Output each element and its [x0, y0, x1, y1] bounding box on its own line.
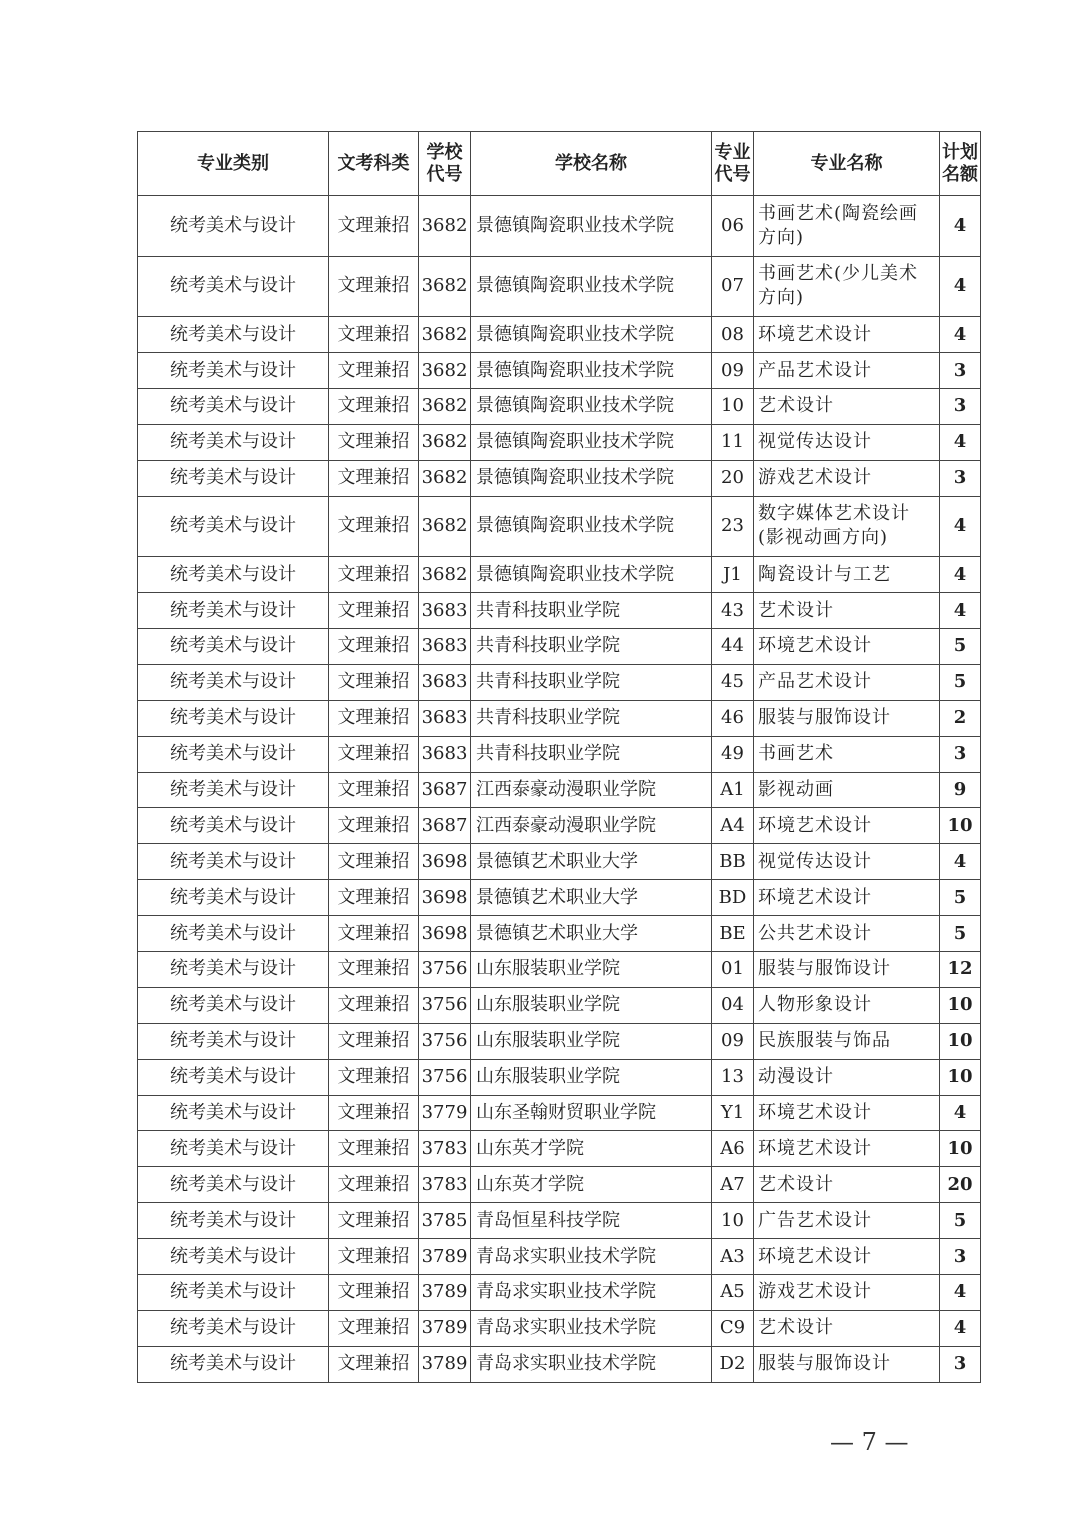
- table-row: [138, 808, 981, 844]
- cell-major-name: 广告艺术设计: [754, 1203, 940, 1239]
- cell-school-name: 山东英才学院: [471, 1131, 712, 1167]
- cell-category: 统考美术与设计: [138, 664, 329, 700]
- table-row: [138, 844, 981, 880]
- cell-school-code: 3789: [419, 1239, 471, 1275]
- cell-category: 统考美术与设计: [138, 424, 329, 460]
- cell-major-name: 环境艺术设计: [754, 1095, 940, 1131]
- table-row: [138, 196, 981, 257]
- cell-exam-type: 文理兼招: [329, 256, 419, 317]
- cell-exam-type: 文理兼招: [329, 1059, 419, 1095]
- cell-major-name: 视觉传达设计: [754, 844, 940, 880]
- cell-major-code: 23: [712, 496, 754, 557]
- cell-category: 统考美术与设计: [138, 808, 329, 844]
- cell-category: 统考美术与设计: [138, 557, 329, 593]
- table-row: [138, 1310, 981, 1346]
- cell-exam-type: 文理兼招: [329, 952, 419, 988]
- cell-major-name: 艺术设计: [754, 1167, 940, 1203]
- cell-school-name: 景德镇陶瓷职业技术学院: [471, 388, 712, 424]
- cell-school-name: 景德镇陶瓷职业技术学院: [471, 317, 712, 353]
- cell-category: 统考美术与设计: [138, 496, 329, 557]
- table-row: [138, 353, 981, 389]
- cell-school-code: 3783: [419, 1167, 471, 1203]
- cell-exam-type: 文理兼招: [329, 664, 419, 700]
- cell-school-code: 3698: [419, 880, 471, 916]
- cell-exam-type: 文理兼招: [329, 1346, 419, 1382]
- cell-major-name: 服装与服饰设计: [754, 952, 940, 988]
- cell-school-code: 3683: [419, 736, 471, 772]
- cell-plan: 4: [940, 1095, 981, 1131]
- cell-major-code: BD: [712, 880, 754, 916]
- cell-school-name: 共青科技职业学院: [471, 629, 712, 665]
- table-row: [138, 772, 981, 808]
- cell-category: 统考美术与设计: [138, 1131, 329, 1167]
- cell-school-code: 3756: [419, 1023, 471, 1059]
- cell-exam-type: 文理兼招: [329, 1239, 419, 1275]
- cell-major-name: 书画艺术: [754, 736, 940, 772]
- cell-plan: 20: [940, 1167, 981, 1203]
- cell-school-name: 江西泰豪动漫职业学院: [471, 808, 712, 844]
- cell-category: 统考美术与设计: [138, 1059, 329, 1095]
- cell-category: 统考美术与设计: [138, 629, 329, 665]
- cell-major-name: 书画艺术(陶瓷绘画方向): [754, 196, 940, 257]
- cell-school-code: 3683: [419, 629, 471, 665]
- cell-major-name: 艺术设计: [754, 1310, 940, 1346]
- cell-category: 统考美术与设计: [138, 1310, 329, 1346]
- cell-school-code: 3682: [419, 424, 471, 460]
- table-row: [138, 388, 981, 424]
- table-row: [138, 557, 981, 593]
- cell-school-name: 共青科技职业学院: [471, 700, 712, 736]
- cell-plan: 12: [940, 952, 981, 988]
- cell-school-name: 景德镇陶瓷职业技术学院: [471, 460, 712, 496]
- cell-major-name: 动漫设计: [754, 1059, 940, 1095]
- cell-major-name: 公共艺术设计: [754, 916, 940, 952]
- cell-category: 统考美术与设计: [138, 736, 329, 772]
- header-plan: 计划名额: [940, 132, 981, 196]
- cell-major-name: 人物形象设计: [754, 987, 940, 1023]
- table-row: [138, 700, 981, 736]
- cell-plan: 10: [940, 987, 981, 1023]
- cell-category: 统考美术与设计: [138, 353, 329, 389]
- cell-major-code: 46: [712, 700, 754, 736]
- cell-major-code: 01: [712, 952, 754, 988]
- cell-major-name: 环境艺术设计: [754, 880, 940, 916]
- table-row: [138, 1095, 981, 1131]
- table-row: [138, 1023, 981, 1059]
- cell-major-name: 环境艺术设计: [754, 1131, 940, 1167]
- cell-school-code: 3785: [419, 1203, 471, 1239]
- cell-school-name: 青岛恒星科技学院: [471, 1203, 712, 1239]
- cell-plan: 3: [940, 1239, 981, 1275]
- cell-exam-type: 文理兼招: [329, 460, 419, 496]
- cell-major-name: 视觉传达设计: [754, 424, 940, 460]
- cell-major-code: 04: [712, 987, 754, 1023]
- cell-major-name: 服装与服饰设计: [754, 1346, 940, 1382]
- cell-exam-type: 文理兼招: [329, 593, 419, 629]
- cell-category: 统考美术与设计: [138, 388, 329, 424]
- cell-major-code: A5: [712, 1275, 754, 1311]
- header-school-code: 学校代号: [419, 132, 471, 196]
- cell-school-name: 青岛求实职业技术学院: [471, 1275, 712, 1311]
- cell-school-name: 山东服装职业学院: [471, 987, 712, 1023]
- cell-school-code: 3789: [419, 1275, 471, 1311]
- cell-category: 统考美术与设计: [138, 880, 329, 916]
- cell-school-code: 3682: [419, 557, 471, 593]
- cell-school-code: 3687: [419, 808, 471, 844]
- cell-major-code: J1: [712, 557, 754, 593]
- cell-school-code: 3683: [419, 664, 471, 700]
- cell-exam-type: 文理兼招: [329, 1310, 419, 1346]
- table-row: [138, 317, 981, 353]
- cell-major-name: 民族服装与饰品: [754, 1023, 940, 1059]
- table-row: [138, 1239, 981, 1275]
- cell-major-name: 环境艺术设计: [754, 808, 940, 844]
- cell-major-code: 45: [712, 664, 754, 700]
- cell-school-name: 江西泰豪动漫职业学院: [471, 772, 712, 808]
- cell-exam-type: 文理兼招: [329, 987, 419, 1023]
- cell-school-code: 3682: [419, 353, 471, 389]
- cell-plan: 4: [940, 844, 981, 880]
- page-footer: [0, 1428, 1080, 1460]
- enrollment-plan-table: [137, 131, 981, 1383]
- table-row: [138, 1059, 981, 1095]
- cell-plan: 10: [940, 1131, 981, 1167]
- cell-major-name: 环境艺术设计: [754, 317, 940, 353]
- cell-major-code: A7: [712, 1167, 754, 1203]
- cell-plan: 4: [940, 496, 981, 557]
- cell-major-name: 艺术设计: [754, 593, 940, 629]
- cell-exam-type: 文理兼招: [329, 317, 419, 353]
- cell-school-name: 山东英才学院: [471, 1167, 712, 1203]
- table-row: [138, 593, 981, 629]
- cell-major-name: 环境艺术设计: [754, 1239, 940, 1275]
- table-row: [138, 460, 981, 496]
- table-row: [138, 629, 981, 665]
- cell-school-name: 景德镇陶瓷职业技术学院: [471, 353, 712, 389]
- cell-category: 统考美术与设计: [138, 844, 329, 880]
- cell-major-name: 服装与服饰设计: [754, 700, 940, 736]
- cell-school-name: 景德镇艺术职业大学: [471, 844, 712, 880]
- cell-school-code: 3683: [419, 593, 471, 629]
- cell-school-code: 3756: [419, 987, 471, 1023]
- cell-plan: 10: [940, 1023, 981, 1059]
- cell-major-code: 10: [712, 388, 754, 424]
- cell-major-name: 艺术设计: [754, 388, 940, 424]
- cell-major-code: 07: [712, 256, 754, 317]
- cell-plan: 3: [940, 460, 981, 496]
- cell-school-code: 3756: [419, 1059, 471, 1095]
- cell-major-code: D2: [712, 1346, 754, 1382]
- cell-plan: 4: [940, 557, 981, 593]
- cell-school-name: 山东服装职业学院: [471, 1023, 712, 1059]
- cell-category: 统考美术与设计: [138, 1023, 329, 1059]
- cell-major-name: 数字媒体艺术设计(影视动画方向): [754, 496, 940, 557]
- cell-school-code: 3783: [419, 1131, 471, 1167]
- cell-category: 统考美术与设计: [138, 460, 329, 496]
- cell-school-name: 青岛求实职业技术学院: [471, 1239, 712, 1275]
- cell-school-code: 3789: [419, 1310, 471, 1346]
- cell-exam-type: 文理兼招: [329, 772, 419, 808]
- cell-exam-type: 文理兼招: [329, 557, 419, 593]
- cell-exam-type: 文理兼招: [329, 1203, 419, 1239]
- cell-major-name: 影视动画: [754, 772, 940, 808]
- cell-school-name: 景德镇陶瓷职业技术学院: [471, 557, 712, 593]
- cell-exam-type: 文理兼招: [329, 196, 419, 257]
- cell-exam-type: 文理兼招: [329, 700, 419, 736]
- cell-major-name: 书画艺术(少儿美术方向): [754, 256, 940, 317]
- cell-major-code: 08: [712, 317, 754, 353]
- cell-category: 统考美术与设计: [138, 1095, 329, 1131]
- cell-major-code: 09: [712, 1023, 754, 1059]
- cell-school-name: 青岛求实职业技术学院: [471, 1346, 712, 1382]
- cell-major-code: A6: [712, 1131, 754, 1167]
- cell-category: 统考美术与设计: [138, 593, 329, 629]
- table-row: [138, 1346, 981, 1382]
- cell-school-code: 3698: [419, 844, 471, 880]
- cell-plan: 2: [940, 700, 981, 736]
- cell-school-code: 3779: [419, 1095, 471, 1131]
- cell-school-code: 3698: [419, 916, 471, 952]
- cell-major-code: A4: [712, 808, 754, 844]
- cell-school-code: 3682: [419, 317, 471, 353]
- cell-exam-type: 文理兼招: [329, 736, 419, 772]
- cell-school-name: 景德镇陶瓷职业技术学院: [471, 496, 712, 557]
- cell-plan: 10: [940, 1059, 981, 1095]
- cell-school-code: 3682: [419, 388, 471, 424]
- cell-plan: 9: [940, 772, 981, 808]
- table-row: [138, 736, 981, 772]
- cell-exam-type: 文理兼招: [329, 880, 419, 916]
- table-row: [138, 1167, 981, 1203]
- cell-category: 统考美术与设计: [138, 987, 329, 1023]
- cell-school-code: 3687: [419, 772, 471, 808]
- cell-exam-type: 文理兼招: [329, 844, 419, 880]
- cell-exam-type: 文理兼招: [329, 916, 419, 952]
- cell-plan: 5: [940, 880, 981, 916]
- cell-school-name: 景德镇陶瓷职业技术学院: [471, 196, 712, 257]
- table-row: [138, 1203, 981, 1239]
- cell-plan: 4: [940, 593, 981, 629]
- cell-major-code: 44: [712, 629, 754, 665]
- cell-exam-type: 文理兼招: [329, 1023, 419, 1059]
- cell-exam-type: 文理兼招: [329, 496, 419, 557]
- cell-major-code: 49: [712, 736, 754, 772]
- cell-plan: 5: [940, 916, 981, 952]
- cell-exam-type: 文理兼招: [329, 424, 419, 460]
- cell-major-code: A1: [712, 772, 754, 808]
- table-row: [138, 1131, 981, 1167]
- cell-school-name: 青岛求实职业技术学院: [471, 1310, 712, 1346]
- table-row: [138, 987, 981, 1023]
- cell-school-name: 景德镇陶瓷职业技术学院: [471, 424, 712, 460]
- table-row: [138, 664, 981, 700]
- cell-plan: 4: [940, 196, 981, 257]
- cell-exam-type: 文理兼招: [329, 1095, 419, 1131]
- cell-school-name: 景德镇艺术职业大学: [471, 916, 712, 952]
- table-row: [138, 496, 981, 557]
- table-row: [138, 880, 981, 916]
- cell-category: 统考美术与设计: [138, 1346, 329, 1382]
- table-row: [138, 424, 981, 460]
- cell-category: 统考美术与设计: [138, 317, 329, 353]
- cell-category: 统考美术与设计: [138, 196, 329, 257]
- cell-school-name: 景德镇陶瓷职业技术学院: [471, 256, 712, 317]
- page-number: — 7 —: [830, 1428, 909, 1456]
- cell-plan: 3: [940, 736, 981, 772]
- cell-plan: 4: [940, 1275, 981, 1311]
- cell-exam-type: 文理兼招: [329, 388, 419, 424]
- cell-school-name: 山东服装职业学院: [471, 1059, 712, 1095]
- cell-major-code: A3: [712, 1239, 754, 1275]
- cell-school-code: 3682: [419, 460, 471, 496]
- header-major-name: 专业名称: [754, 132, 940, 196]
- cell-exam-type: 文理兼招: [329, 1131, 419, 1167]
- table-row: [138, 1275, 981, 1311]
- cell-category: 统考美术与设计: [138, 700, 329, 736]
- cell-major-code: BB: [712, 844, 754, 880]
- header-major-code: 专业代号: [712, 132, 754, 196]
- cell-school-code: 3682: [419, 256, 471, 317]
- header-school-name: 学校名称: [471, 132, 712, 196]
- cell-plan: 3: [940, 353, 981, 389]
- cell-plan: 5: [940, 664, 981, 700]
- cell-category: 统考美术与设计: [138, 916, 329, 952]
- cell-school-name: 景德镇艺术职业大学: [471, 880, 712, 916]
- cell-major-name: 陶瓷设计与工艺: [754, 557, 940, 593]
- cell-category: 统考美术与设计: [138, 772, 329, 808]
- cell-plan: 4: [940, 256, 981, 317]
- cell-major-code: 11: [712, 424, 754, 460]
- cell-plan: 5: [940, 629, 981, 665]
- cell-major-code: 20: [712, 460, 754, 496]
- cell-exam-type: 文理兼招: [329, 353, 419, 389]
- cell-exam-type: 文理兼招: [329, 629, 419, 665]
- cell-category: 统考美术与设计: [138, 952, 329, 988]
- cell-category: 统考美术与设计: [138, 256, 329, 317]
- cell-school-name: 山东圣翰财贸职业学院: [471, 1095, 712, 1131]
- cell-category: 统考美术与设计: [138, 1167, 329, 1203]
- cell-major-code: 09: [712, 353, 754, 389]
- table-row: [138, 256, 981, 317]
- cell-major-code: BE: [712, 916, 754, 952]
- cell-plan: 4: [940, 1310, 981, 1346]
- cell-major-name: 产品艺术设计: [754, 664, 940, 700]
- cell-major-name: 游戏艺术设计: [754, 460, 940, 496]
- cell-category: 统考美术与设计: [138, 1239, 329, 1275]
- table-row: [138, 916, 981, 952]
- cell-school-code: 3683: [419, 700, 471, 736]
- table-header-row: [138, 132, 981, 196]
- cell-plan: 5: [940, 1203, 981, 1239]
- cell-major-code: 43: [712, 593, 754, 629]
- cell-major-name: 环境艺术设计: [754, 629, 940, 665]
- cell-school-code: 3682: [419, 496, 471, 557]
- cell-exam-type: 文理兼招: [329, 1167, 419, 1203]
- cell-major-name: 产品艺术设计: [754, 353, 940, 389]
- table-body: [138, 196, 981, 1383]
- cell-plan: 4: [940, 424, 981, 460]
- cell-school-name: 共青科技职业学院: [471, 736, 712, 772]
- cell-major-name: 游戏艺术设计: [754, 1275, 940, 1311]
- cell-school-code: 3789: [419, 1346, 471, 1382]
- cell-major-code: 13: [712, 1059, 754, 1095]
- cell-exam-type: 文理兼招: [329, 808, 419, 844]
- cell-category: 统考美术与设计: [138, 1203, 329, 1239]
- cell-major-code: 10: [712, 1203, 754, 1239]
- cell-plan: 4: [940, 317, 981, 353]
- cell-school-code: 3682: [419, 196, 471, 257]
- cell-plan: 3: [940, 1346, 981, 1382]
- cell-school-name: 山东服装职业学院: [471, 952, 712, 988]
- cell-category: 统考美术与设计: [138, 1275, 329, 1311]
- header-category: 专业类别: [138, 132, 329, 196]
- cell-school-name: 共青科技职业学院: [471, 593, 712, 629]
- table-row: [138, 952, 981, 988]
- cell-exam-type: 文理兼招: [329, 1275, 419, 1311]
- cell-plan: 10: [940, 808, 981, 844]
- cell-school-name: 共青科技职业学院: [471, 664, 712, 700]
- cell-major-code: 06: [712, 196, 754, 257]
- cell-major-code: Y1: [712, 1095, 754, 1131]
- cell-plan: 3: [940, 388, 981, 424]
- cell-school-code: 3756: [419, 952, 471, 988]
- cell-major-code: C9: [712, 1310, 754, 1346]
- header-exam-type: 文考科类: [329, 132, 419, 196]
